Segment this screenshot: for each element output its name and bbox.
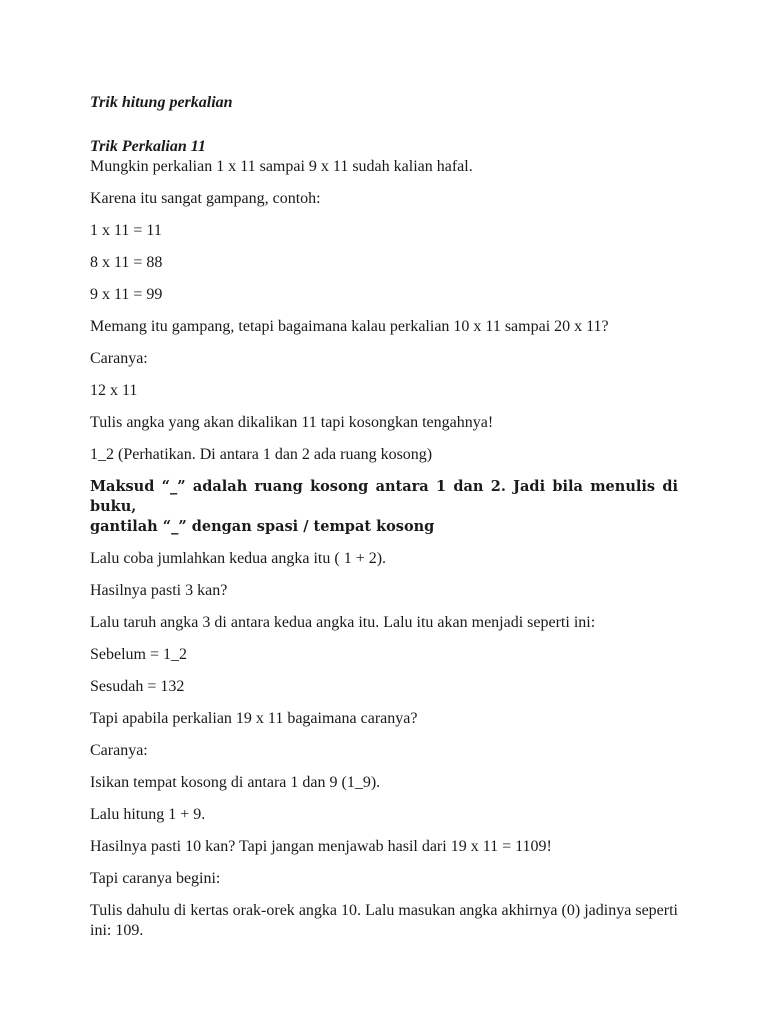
paragraph: Hasilnya pasti 3 kan? (90, 582, 228, 599)
paragraph: Tapi apabila perkalian 19 x 11 bagaimana caranya? (90, 710, 418, 727)
paragraph: Mungkin perkalian 1 x 11 sampai 9 x 11 sudah kalian hafal. (90, 158, 473, 175)
bold-note (90, 477, 678, 537)
example-line: 1 x 11 = 11 (90, 222, 162, 239)
note-line: Maksud “_” adalah ruang kosong antara 1 dan 2. Jadi bila menulis di buku, (90, 478, 678, 515)
example-line: 8 x 11 = 88 (90, 254, 163, 271)
section-title: Trik Perkalian 11 (90, 138, 206, 155)
document-title: Trik hitung perkalian (90, 94, 233, 111)
paragraph: Caranya: (90, 742, 148, 759)
paragraph: Caranya: (90, 350, 148, 367)
paragraph: Isikan tempat kosong di antara 1 dan 9 (1_9). (90, 774, 381, 791)
paragraph: Memang itu gampang, tetapi bagaimana kalau perkalian 10 x 11 sampai 20 x 11? (90, 318, 609, 335)
example-line: Sebelum = 1_2 (90, 646, 188, 663)
example-line: 9 x 11 = 99 (90, 286, 163, 303)
paragraph: Lalu coba jumlahkan kedua angka itu ( 1 + 2). (90, 550, 387, 567)
paragraph: Tulis angka yang akan dikalikan 11 tapi kosongkan tengahnya! (90, 414, 494, 431)
note-line: gantilah “_” dengan spasi / tempat kosong (90, 518, 435, 535)
paragraph: Tapi caranya begini: (90, 870, 221, 887)
paragraph: Lalu hitung 1 + 9. (90, 806, 206, 823)
document-page (90, 93, 678, 953)
paragraph: Lalu taruh angka 3 di antara kedua angka itu. Lalu itu akan menjadi seperti ini: (90, 614, 596, 631)
paragraph: Karena itu sangat gampang, contoh: (90, 190, 321, 207)
paragraph: Tulis dahulu di kertas orak-orek angka 10. Lalu masukan angka akhirnya (0) jadinya seperti ini: 109. (90, 902, 678, 939)
paragraph: Hasilnya pasti 10 kan? Tapi jangan menjawab hasil dari 19 x 11 = 1109! (90, 838, 552, 855)
example-line: 12 x 11 (90, 382, 138, 399)
example-line: Sesudah = 132 (90, 678, 185, 695)
paragraph: 1_2 (Perhatikan. Di antara 1 dan 2 ada ruang kosong) (90, 446, 433, 463)
